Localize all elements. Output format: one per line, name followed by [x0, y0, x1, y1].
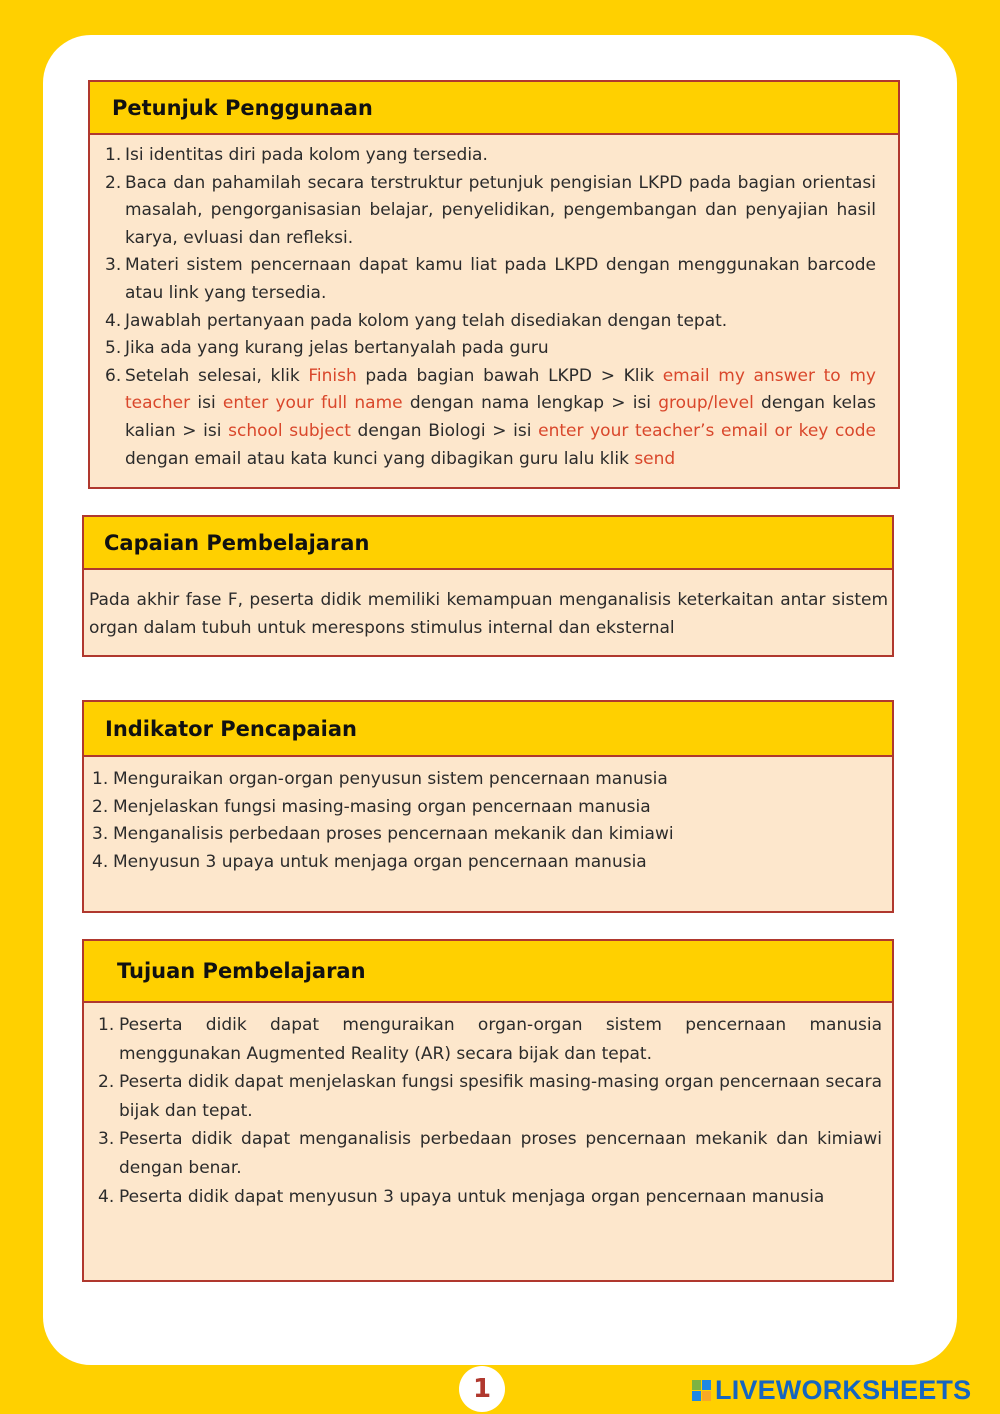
list-item: 2. Baca dan pahamilah secara terstruktur petunjuk pengisian LKPD pada bagian orientasi masalah, pengorganisasian belajar, penyelidikan, pengembangan dan penyajian hasil karya, evluasi dan refleksi. [105, 172, 876, 248]
tujuan-section [82, 939, 894, 1282]
capaian-section [82, 515, 894, 657]
indikator-section [82, 700, 894, 913]
page-number: 1 [459, 1366, 505, 1412]
petunjuk-section [88, 80, 900, 489]
liveworksheets-icon [692, 1380, 711, 1401]
item6-text: Setelah selesai, klik Finish pada bagian bawah LKPD > Klik email my answer to my teacher isi enter your full name dengan nama lengkap > isi group/level dengan kelas kalian > isi school subject dengan Biologi > isi enter your teacher’s email or key code dengan email atau kata kunci yang dibagikan guru lalu klik send [125, 365, 876, 469]
highlight-send: send [634, 448, 676, 469]
liveworksheets-logo[interactable] [692, 1373, 971, 1407]
capaian-text: Pada akhir fase F, peserta didik memiliki kemampuan menganalisis keterkaitan antar sistem organ dalam tubuh untuk merespons stimulus internal dan eksternal [89, 590, 888, 638]
petunjuk-title: Petunjuk Penggunaan [90, 82, 898, 135]
highlight-finish: Finish [308, 365, 357, 386]
highlight-full-name: enter your full name [222, 393, 403, 414]
brand-name: LIVEWORKSHEETS [715, 1374, 972, 1405]
list-item: 3. Menganalisis perbedaan proses pencernaan mekanik dan kimiawi [92, 824, 674, 845]
capaian-title: Capaian Pembelajaran [84, 517, 892, 570]
list-item: 2. Menjelaskan fungsi masing-masing organ pencernaan manusia [92, 796, 651, 817]
list-item: 4. Menyusun 3 upaya untuk menjaga organ pencernaan manusia [92, 851, 647, 872]
highlight-teacher-email: enter your teacher’s email or key code [538, 420, 876, 441]
list-item: 3. Materi sistem pencernaan dapat kamu liat pada LKPD dengan menggunakan barcode atau link yang tersedia. [105, 255, 876, 303]
list-item: 5. Jika ada yang kurang jelas bertanyalah pada guru [105, 338, 549, 359]
tujuan-list [98, 1011, 882, 1211]
list-item: 4. Peserta didik dapat menyusun 3 upaya untuk menjaga organ pencernaan manusia [98, 1186, 825, 1207]
highlight-group-level: group/level [658, 393, 754, 414]
list-item: 1. Peserta didik dapat menguraikan organ-organ sistem pencernaan manusia menggunakan Augmented Reality (AR) secara bijak dan tepat. [98, 1015, 882, 1064]
highlight-school-subject: school subject [228, 420, 351, 441]
list-item: 4. Jawablah pertanyaan pada kolom yang telah disediakan dengan tepat. [105, 310, 728, 331]
list-item: 1. Menguraikan organ-organ penyusun sistem pencernaan manusia [92, 769, 668, 789]
petunjuk-list [105, 142, 876, 473]
list-item: 1. Isi identitas diri pada kolom yang tersedia. [105, 145, 488, 165]
list-item: 3. Peserta didik dapat menganalisis perbedaan proses pencernaan mekanik dan kimiawi dengan benar. [98, 1129, 882, 1178]
list-item: 2. Peserta didik dapat menjelaskan fungsi spesifik masing-masing organ pencernaan secara bijak dan tepat. [98, 1072, 882, 1121]
tujuan-title: Tujuan Pembelajaran [84, 941, 892, 1003]
list-item: 6. Setelah selesai, klik Finish pada bagian bawah LKPD > Klik email my answer to my teacher isi enter your full name dengan nama lengkap > isi group/level dengan kelas kalian > isi school subject dengan Biologi > isi enter your teacher’s email or key code dengan email atau kata kunci yang dibagikan guru lalu klik send [105, 363, 876, 473]
indikator-title: Indikator Pencapaian [84, 702, 892, 757]
highlight-email-answer: email my answer to my teacher [125, 365, 876, 414]
indikator-list [92, 766, 886, 876]
